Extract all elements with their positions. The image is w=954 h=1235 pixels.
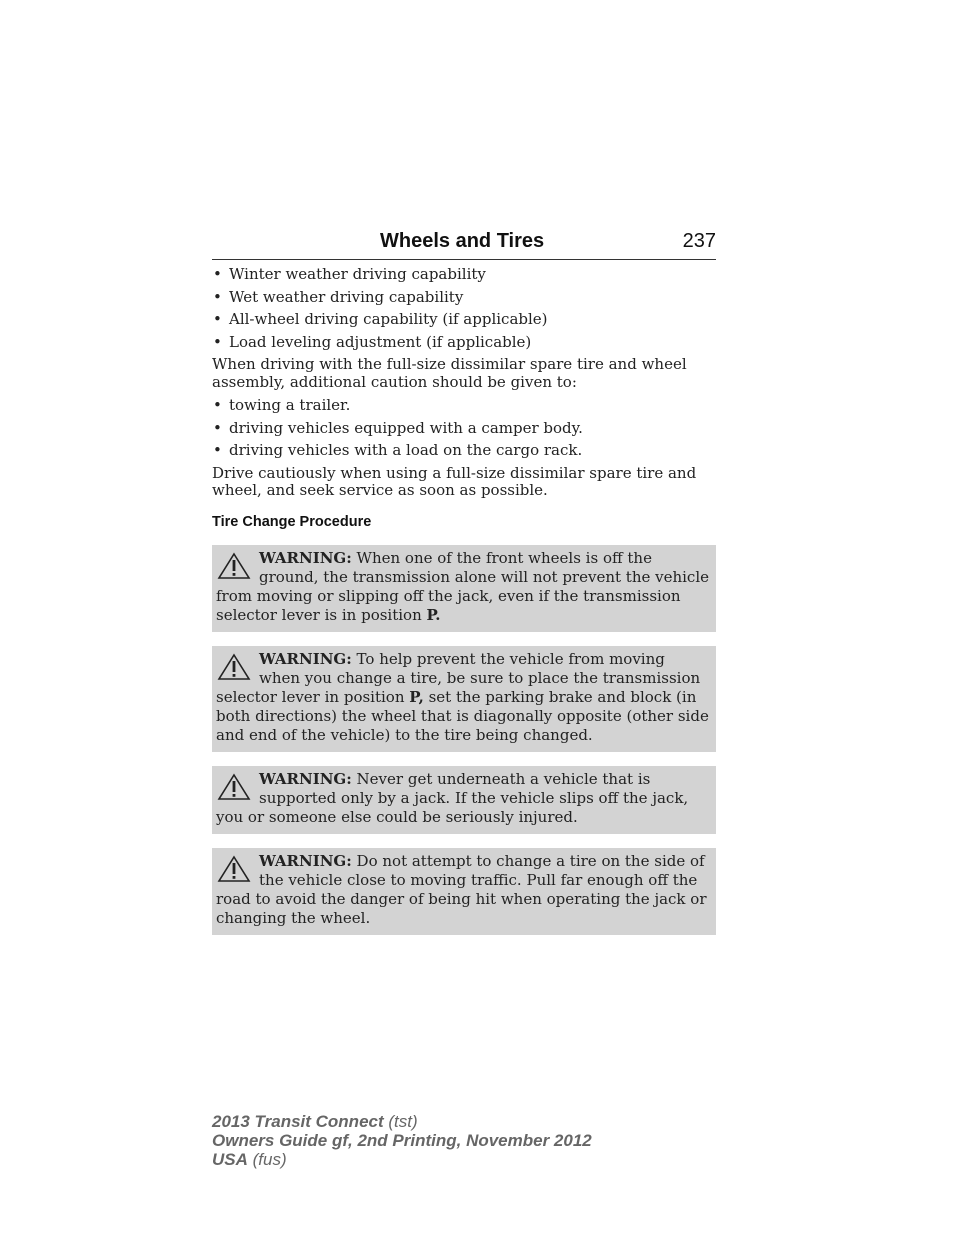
page-header <box>212 230 716 260</box>
service-paragraph: Drive cautiously when using a full-size dissimilar spare tire and wheel, and seek service as soon as possible. <box>212 463 697 499</box>
warning-text: set the parking brake and block (in both directions) the wheel that is diagonally opposite (other side and end of the vehicle) to the tire being changed. <box>216 688 709 744</box>
warning-label: WARNING: <box>259 770 352 788</box>
warning-text: To help prevent the vehicle from moving when you change a tire, be sure to place the transmission selector lever in position <box>216 650 701 706</box>
page-content <box>212 266 716 949</box>
warning-box <box>212 545 716 632</box>
footer-model: 2013 Transit Connect <box>212 1112 384 1131</box>
list-item: • driving vehicles with a load on the cargo rack. <box>212 442 716 460</box>
footer-market-code: (fus) <box>247 1150 287 1169</box>
warning-label: WARNING: <box>259 852 352 870</box>
list-item: • driving vehicles equipped with a camper body. <box>212 420 716 438</box>
list-item: • All-wheel driving capability (if applicable) <box>212 311 716 329</box>
warning-triangle-icon <box>217 773 251 801</box>
caution-paragraph: When driving with the full-size dissimilar spare tire and wheel assembly, additional caution should be given to: <box>212 355 687 391</box>
footer-market: USA <box>212 1150 248 1169</box>
warning-box <box>212 766 716 834</box>
list-item: • Load leveling adjustment (if applicable) <box>212 334 716 352</box>
list-item: • Wet weather driving capability <box>212 289 716 307</box>
warning-triangle-icon <box>217 552 251 580</box>
subheading: Tire Change Procedure <box>212 513 372 530</box>
warning-box <box>212 646 716 752</box>
warning-text: Never get underneath a vehicle that is supported only by a jack. If the vehicle slips off the jack, you or someone else could be seriously injured. <box>216 770 689 826</box>
warning-text: When one of the front wheels is off the ground, the transmission alone will not prevent the vehicle from moving or slipping off the jack, even if the transmission selector lever is in position <box>216 549 710 624</box>
footer-model-code: (tst) <box>383 1112 418 1131</box>
warning-label: WARNING: <box>259 549 352 567</box>
warning-strong: P, <box>409 688 424 706</box>
page-footer <box>212 1112 592 1169</box>
warning-strong: P. <box>426 606 441 624</box>
footer-edition: Owners Guide gf, 2nd Printing, November 2012 <box>212 1131 592 1150</box>
warning-box <box>212 848 716 935</box>
list-item: • Winter weather driving capability <box>212 266 716 284</box>
warning-triangle-icon <box>217 855 251 883</box>
caution-list <box>212 397 716 460</box>
section-title: Wheels and Tires <box>380 230 545 252</box>
warning-triangle-icon <box>217 653 251 681</box>
page-number: 237 <box>682 230 716 252</box>
warning-text: Do not attempt to change a tire on the side of the vehicle close to moving traffic. Pull far enough off the road to avoid the danger of being hit when operating the jack or changing the wheel. <box>216 852 707 927</box>
list-item: • towing a trailer. <box>212 397 716 415</box>
warning-label: WARNING: <box>259 650 352 668</box>
capability-list <box>212 266 716 351</box>
